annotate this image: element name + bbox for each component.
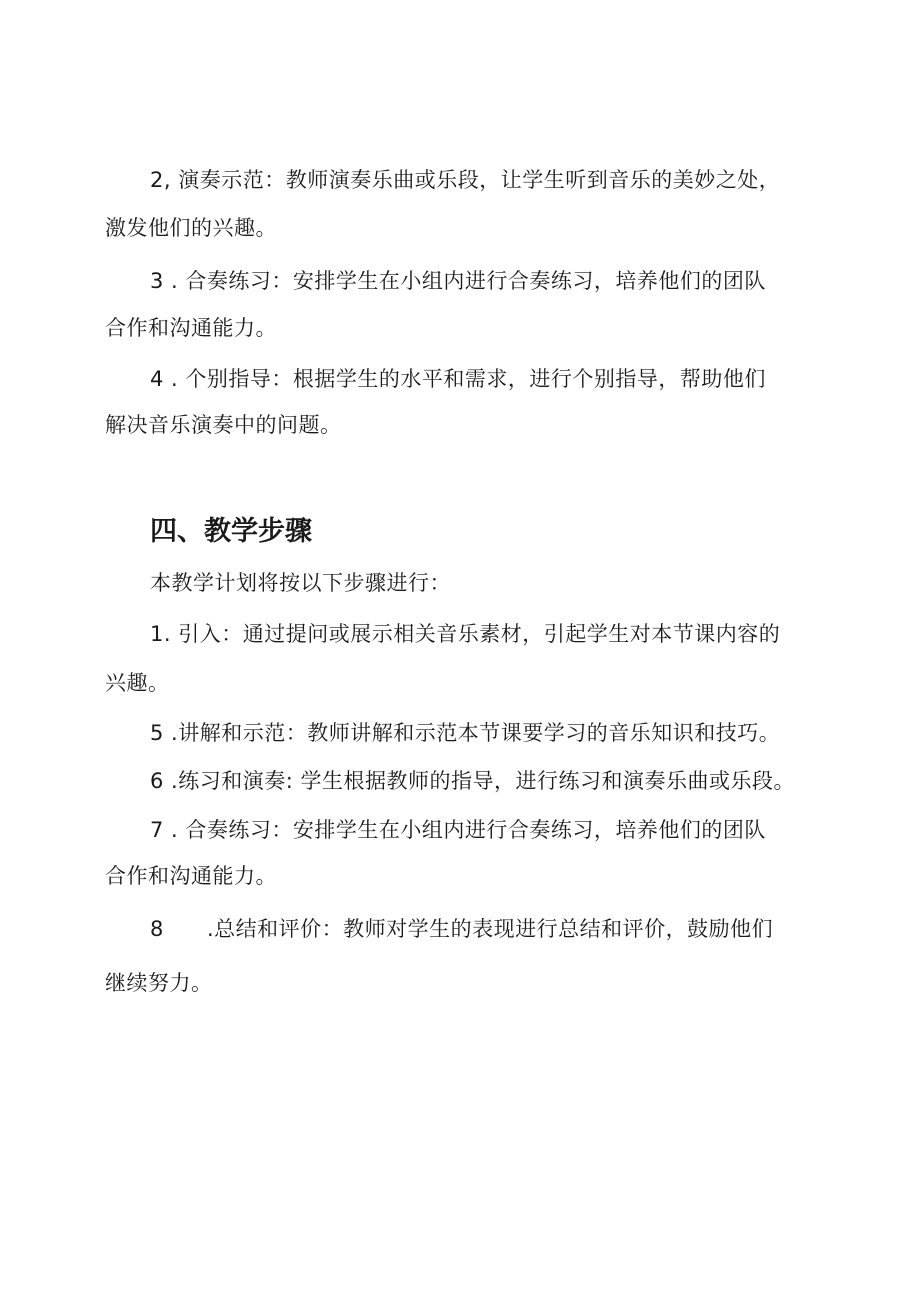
paragraph-4-line-2: 解决音乐演奏中的问题。 xyxy=(105,413,342,437)
paragraph-3-line-1: 3 . 合奏练习：安排学生在小组内进行合奏练习，培养他们的团队 xyxy=(150,269,766,293)
step-8-line-1: .总结和评价：教师对学生的表现进行总结和评价，鼓励他们 xyxy=(207,917,774,941)
paragraph-3-line-2: 合作和沟通能力。 xyxy=(105,316,277,340)
step-5-line-1: 5 .讲解和示范：教师讲解和示范本节课要学习的音乐知识和技巧。 xyxy=(150,721,781,745)
step-7-line-1: 7 . 合奏练习：安排学生在小组内进行合奏练习，培养他们的团队 xyxy=(150,818,766,842)
step-8-line-2: 继续努力。 xyxy=(105,971,213,995)
step-8-number: 8 xyxy=(150,917,164,941)
section-heading: 四、教学步骤 xyxy=(150,516,312,547)
step-6-line-1: 6 .练习和演奏: 学生根据教师的指导，进行练习和演奏乐曲或乐段。 xyxy=(150,769,795,793)
step-1-line-1: 1. 引入：通过提问或展示相关音乐素材，引起学生对本节课内容的 xyxy=(150,622,781,646)
step-7-line-2: 合作和沟通能力。 xyxy=(105,864,277,888)
paragraph-2-line-1: 2, 演奏示范：教师演奏乐曲或乐段，让学生听到音乐的美妙之处， xyxy=(150,168,781,192)
paragraph-4-line-1: 4 . 个别指导：根据学生的水平和需求，进行个别指导，帮助他们 xyxy=(150,367,766,391)
paragraph-2-line-2: 激发他们的兴趣。 xyxy=(105,216,277,240)
step-1-line-2: 兴趣。 xyxy=(105,671,170,695)
intro-text: 本教学计划将按以下步骤进行： xyxy=(150,571,451,595)
